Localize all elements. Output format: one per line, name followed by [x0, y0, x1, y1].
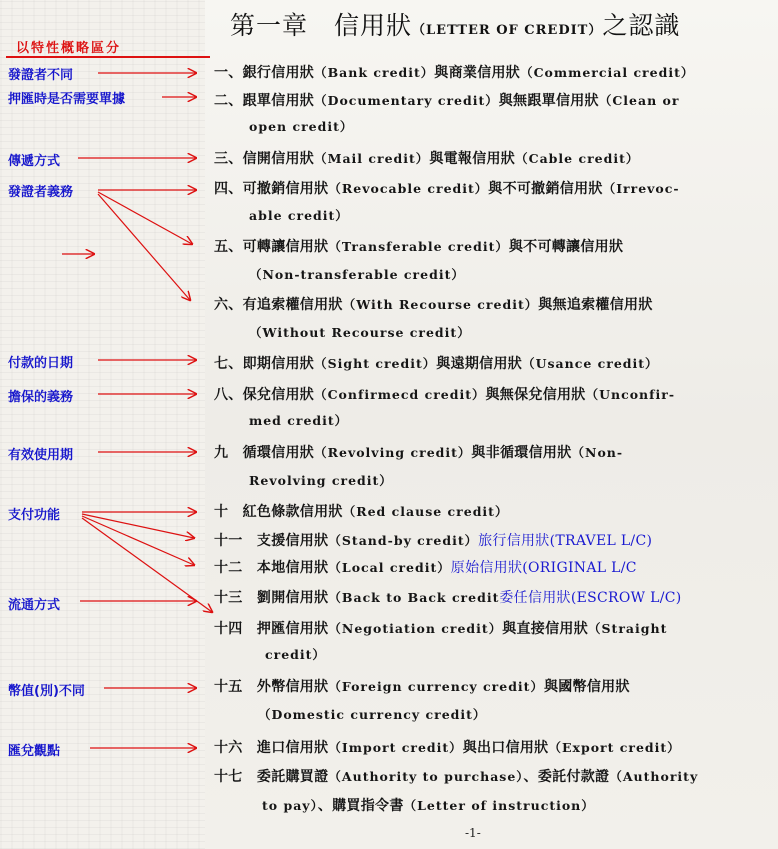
line-en: （With Recourse credit）: [342, 297, 539, 312]
line-zh: 銀行信用狀: [242, 65, 315, 81]
line-en: （Sight credit）: [314, 356, 437, 371]
line-number: 四、: [214, 181, 243, 197]
line-number: 五、: [214, 239, 243, 255]
line-en: （Without Recourse credit）: [249, 325, 471, 340]
category-heading: 以特性概略區分: [16, 41, 122, 56]
doc-line-6b: [249, 323, 471, 341]
line-zh: 保兌信用狀: [242, 387, 315, 403]
doc-line-17: [214, 766, 698, 786]
line-zh: 可撤銷信用狀: [242, 181, 329, 197]
line-zh2: 與遠期信用狀: [436, 356, 523, 372]
line-en: （Negotiation credit）: [328, 621, 503, 636]
line-zh: 有追索權信用狀: [242, 297, 343, 313]
line-zh: 信開信用狀: [242, 151, 315, 167]
line-en: （Foreign currency credit）: [328, 679, 544, 694]
line-number: 一、: [214, 65, 243, 81]
doc-line-17b: [262, 795, 595, 815]
line-zh: 劉開信用狀: [256, 590, 329, 606]
line-en2: （Export credit）: [548, 740, 681, 755]
line-en: （Local credit）: [328, 560, 451, 575]
arrow-obligation-6: [98, 194, 190, 300]
doc-line-5: [214, 236, 623, 256]
doc-line-9: [214, 442, 623, 462]
line-en: （Revocable credit）: [328, 181, 489, 196]
line-number: 十五: [214, 679, 257, 695]
line-en: （Documentary credit）: [314, 93, 499, 108]
line-en: （Transferable credit）: [328, 239, 509, 254]
line-en: （Stand-by credit）: [328, 533, 479, 548]
title-zh-end: 之認識: [602, 11, 681, 40]
line-zh2: 與不可撤銷信用狀: [488, 181, 603, 197]
line-note: 原始信用狀(ORIGINAL L/C: [450, 560, 637, 576]
line-number: 十七: [214, 769, 257, 785]
line-zh2: 與直接信用狀: [502, 621, 589, 637]
line-zh2: 與無跟單信用狀: [498, 93, 599, 109]
category-issuer-obligation: 發證者義務: [8, 185, 74, 200]
line-en: （Red clause credit）: [342, 504, 509, 519]
line-number: 六、: [214, 297, 243, 313]
arrow-payment-14: [82, 518, 212, 612]
doc-line-4: [214, 178, 680, 198]
doc-line-6: [214, 294, 653, 314]
doc-line-16: [214, 737, 681, 757]
category-guarantee: 擔保的義務: [8, 390, 74, 405]
doc-line-14: [214, 618, 667, 638]
category-documents: 押匯時是否需要單據: [8, 92, 126, 107]
doc-line-15b: [258, 705, 486, 723]
line-en2: （Irrevoc-: [602, 181, 680, 196]
line-zh: 押匯信用狀: [256, 621, 329, 637]
line-number: 十: [214, 504, 243, 520]
arrow-obligation-5: [98, 192, 192, 244]
doc-line-1: [214, 62, 694, 82]
line-zh: 循環信用狀: [242, 445, 315, 461]
category-currency: 幣值(別)不同: [8, 684, 85, 699]
line-zh: 即期信用狀: [242, 356, 315, 372]
line-en2: （Unconfir-: [585, 387, 676, 402]
doc-line-14b: [265, 645, 326, 663]
line-zh2: 與無保兌信用狀: [485, 387, 586, 403]
line-en: open credit）: [249, 119, 354, 134]
line-en2: （Clean or: [598, 93, 680, 108]
line-number: 二、: [214, 93, 243, 109]
arrow-payment-12: [82, 516, 194, 565]
line-zh2: 與不可轉讓信用狀: [508, 239, 624, 255]
line-zh2: 、委託付款證: [523, 769, 610, 785]
doc-line-9b: [249, 471, 393, 489]
line-number: 十三: [214, 590, 257, 606]
line-note: 委任信用狀(ESCROW L/C): [499, 590, 682, 606]
doc-line-8: [214, 384, 675, 404]
line-note: 旅行信用狀(TRAVEL L/C): [478, 533, 653, 549]
line-zh: 外幣信用狀: [256, 679, 329, 695]
line-en2: （Commercial credit）: [520, 65, 695, 80]
line-zh: 跟單信用狀: [242, 93, 315, 109]
line-zh2: 、購買指令書: [317, 798, 404, 814]
line-number: 三、: [214, 151, 243, 167]
line-en: able credit）: [249, 208, 349, 223]
doc-line-10: [214, 501, 508, 521]
line-number: 十四: [214, 621, 257, 637]
doc-line-3: [214, 148, 639, 168]
line-en: credit）: [265, 647, 326, 662]
category-payment-function: 支付功能: [8, 508, 61, 523]
line-en: med credit）: [249, 413, 349, 428]
line-en: （Authority to purchase）: [328, 769, 524, 784]
doc-line-2b: [249, 117, 353, 135]
doc-line-8b: [249, 411, 348, 429]
line-zh2: 與出口信用狀: [462, 740, 549, 756]
line-en: （Domestic currency credit）: [258, 707, 487, 722]
doc-line-13: [214, 587, 682, 607]
line-number: 十六: [214, 740, 257, 756]
category-circulation: 流通方式: [8, 598, 61, 613]
doc-line-7: [214, 353, 659, 373]
line-number: 十二: [214, 560, 257, 576]
line-zh2: 與國幣信用狀: [543, 679, 630, 695]
category-validity: 有效使用期: [8, 448, 74, 463]
line-en: Revolving credit）: [249, 473, 393, 488]
line-en: （Revolving credit）: [314, 445, 472, 460]
doc-line-11: [214, 530, 652, 550]
line-number: 七、: [214, 356, 243, 372]
line-zh2: 與非循環信用狀: [471, 445, 572, 461]
line-en2: （Non-: [571, 445, 624, 460]
line-zh2: 與電報信用狀: [429, 151, 516, 167]
line-en: （Back to Back credit: [328, 590, 500, 605]
doc-line-12: [214, 557, 637, 577]
category-exchange: 匯兌觀點: [8, 744, 61, 759]
title-en: （LETTER OF CREDIT）: [412, 23, 603, 38]
line-zh: 支援信用狀: [256, 533, 329, 549]
category-transmission: 傳遞方式: [8, 154, 61, 169]
line-en: （Confirmecd credit）: [314, 387, 486, 402]
line-en: （Mail credit）: [314, 151, 430, 166]
line-en2: （Straight: [588, 621, 668, 636]
line-en: to pay）: [262, 798, 318, 813]
line-zh: 委託購買證: [256, 769, 329, 785]
doc-line-5b: [249, 265, 465, 283]
line-en: （Non-transferable credit）: [249, 267, 465, 282]
title-zh: 第一章 信用狀: [230, 11, 413, 40]
line-number: 八、: [214, 387, 243, 403]
line-zh: 紅色條款信用狀: [242, 504, 343, 520]
line-en: （Import credit）: [328, 740, 463, 755]
page-number: -1-: [465, 826, 481, 840]
line-zh: 本地信用狀: [256, 560, 329, 576]
line-zh2: 與無追索權信用狀: [538, 297, 653, 313]
doc-line-15: [214, 676, 630, 696]
doc-line-2: [214, 90, 679, 110]
arrow-payment-11: [82, 514, 194, 538]
category-issuer: 發證者不同: [8, 68, 74, 83]
line-en2: （Authority: [609, 769, 699, 784]
doc-line-4b: [249, 206, 349, 224]
line-en2: （Cable credit）: [515, 151, 640, 166]
line-en2: （Letter of instruction）: [403, 798, 595, 813]
line-number: 十一: [214, 533, 257, 549]
category-payment-date: 付款的日期: [8, 356, 74, 371]
line-zh2: 與商業信用狀: [434, 65, 521, 81]
line-en: （Bank credit）: [314, 65, 435, 80]
line-zh: 進口信用狀: [256, 740, 329, 756]
line-zh: 可轉讓信用狀: [242, 239, 329, 255]
line-number: 九: [214, 445, 243, 461]
line-en2: （Usance credit）: [522, 356, 659, 371]
